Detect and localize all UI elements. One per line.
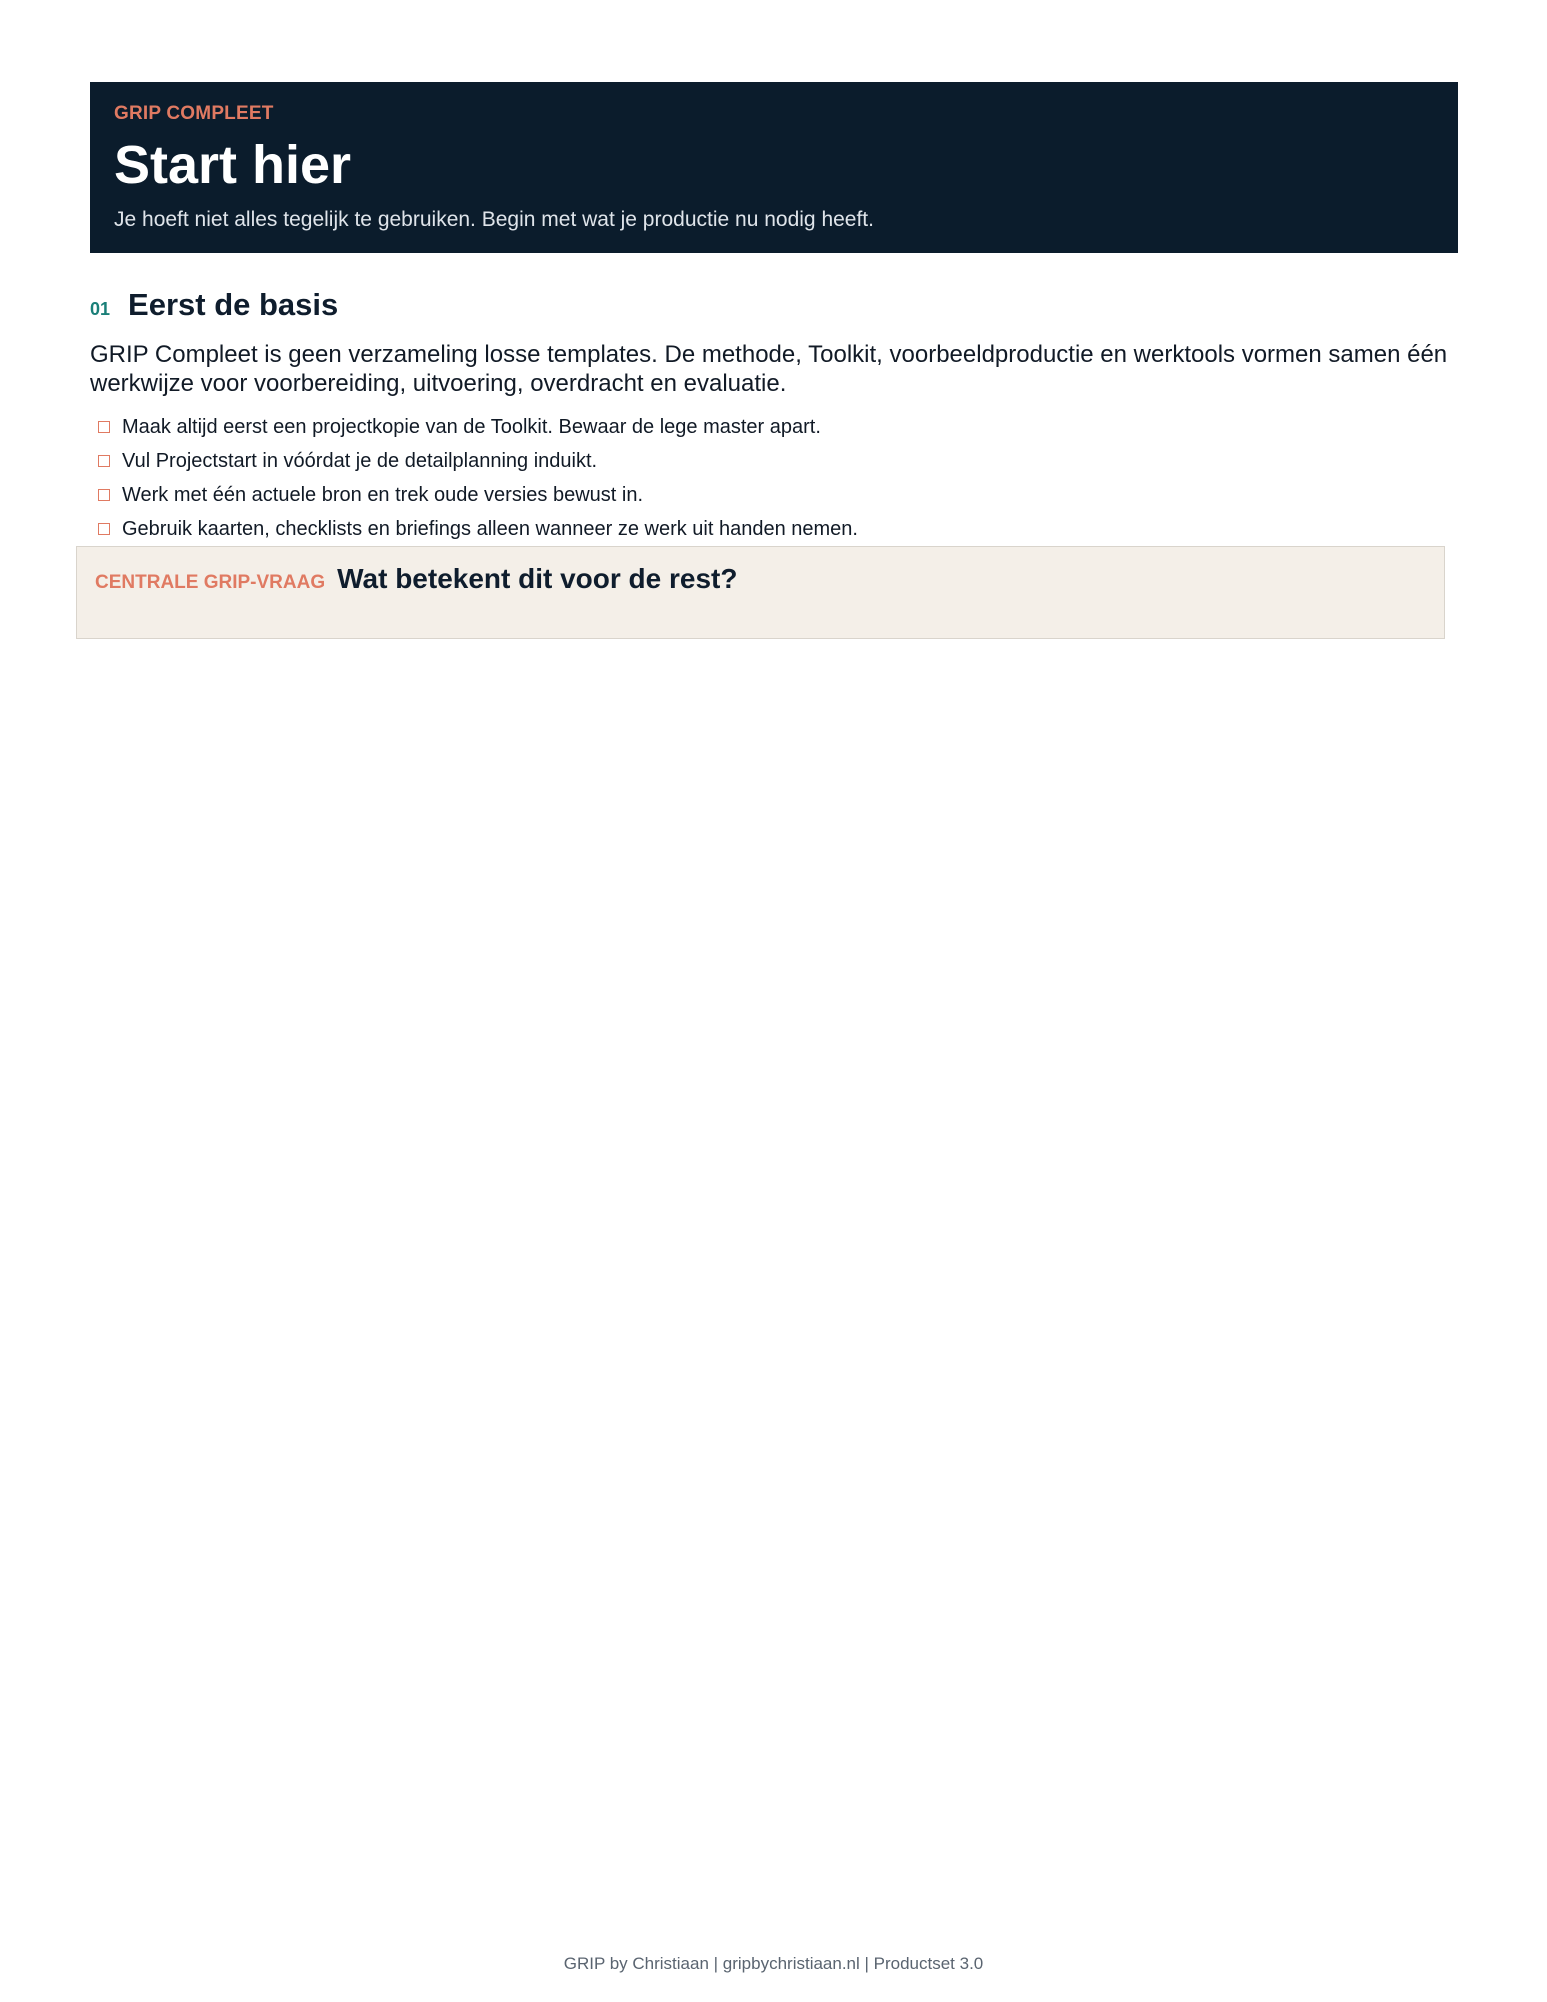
banner-eyebrow: GRIP COMPLEET bbox=[114, 103, 274, 124]
checklist-item bbox=[90, 478, 858, 512]
checklist-item bbox=[90, 410, 858, 444]
banner-subtitle: Je hoeft niet alles tegelijk te gebruiken. Begin met wat je productie nu nodig heeft. bbox=[114, 208, 874, 231]
question-label: CENTRALE GRIP-VRAAG bbox=[95, 572, 326, 593]
checkbox-icon bbox=[98, 489, 110, 501]
checklist-item bbox=[90, 444, 858, 478]
checkbox-icon bbox=[98, 523, 110, 535]
checklist bbox=[90, 410, 858, 546]
section-intro: GRIP Compleet is geen verzameling losse templates. De methode, Toolkit, voorbeeldproductie en werktools vormen samen één werkwijze voor voorbereiding, uitvoering, overdracht en evaluatie. bbox=[90, 341, 1448, 397]
checklist-item-text: Vul Projectstart in vóórdat je de detailplanning induikt. bbox=[122, 449, 598, 472]
central-question-box bbox=[76, 546, 1445, 639]
header-banner bbox=[90, 82, 1458, 253]
page-footer: GRIP by Christiaan | gripbychristiaan.nl | Productset 3.0 bbox=[563, 1954, 984, 1973]
checkbox-icon bbox=[98, 455, 110, 467]
checklist-item bbox=[90, 512, 858, 546]
page-title: Start hier bbox=[114, 135, 352, 195]
section-number: 01 bbox=[90, 299, 111, 319]
checkbox-icon bbox=[98, 421, 110, 433]
question-text: Wat betekent dit voor de rest? bbox=[337, 563, 738, 594]
central-question bbox=[95, 563, 1426, 595]
section-title: Eerst de basis bbox=[128, 287, 339, 322]
section-heading bbox=[90, 287, 338, 323]
checklist-item-text: Maak altijd eerst een projectkopie van de Toolkit. Bewaar de lege master apart. bbox=[122, 415, 821, 438]
checklist-item-text: Gebruik kaarten, checklists en briefings alleen wanneer ze werk uit handen nemen. bbox=[122, 517, 858, 540]
checklist-item-text: Werk met één actuele bron en trek oude versies bewust in. bbox=[122, 483, 644, 506]
